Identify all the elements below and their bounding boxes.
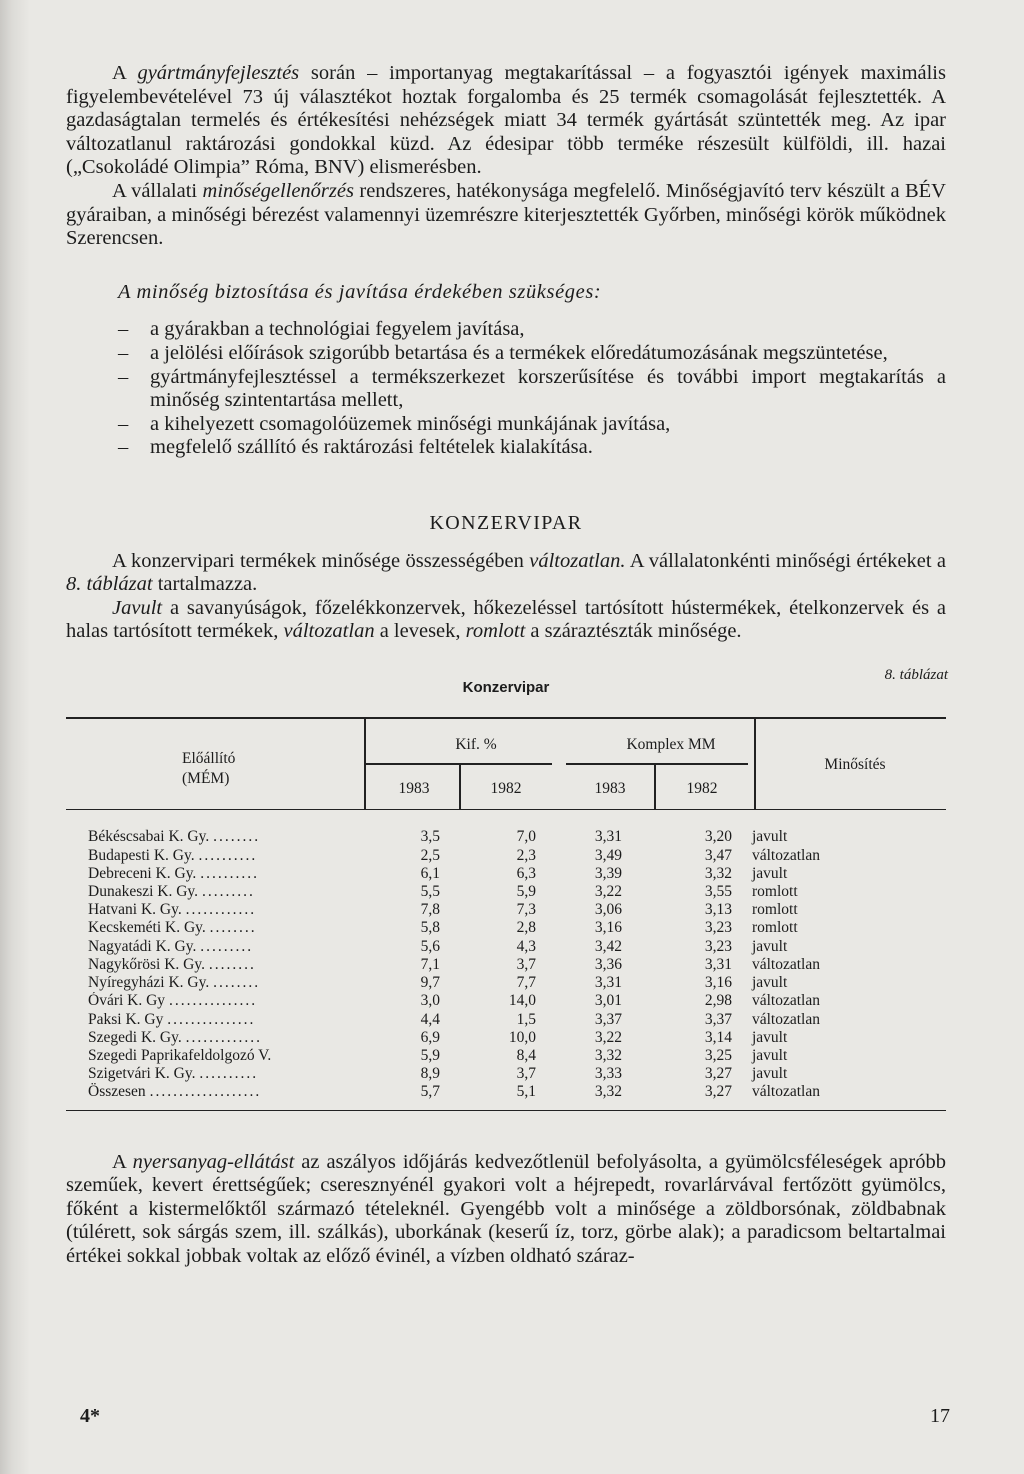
emphasis: minőségellenőrzés <box>202 179 354 202</box>
cell-m82: 3,47 <box>704 846 732 864</box>
cell-q: javult <box>752 828 788 846</box>
text: A <box>112 1150 133 1173</box>
cell-producer <box>66 938 348 956</box>
leader-dots: ......... <box>201 883 255 901</box>
header-year-1983: 1983 <box>594 780 626 798</box>
producer-name: Békéscsabai K. Gy. <box>88 828 210 846</box>
leader-dots: .......... <box>199 1065 259 1083</box>
cell-producer <box>66 883 348 901</box>
emphasis: romlott <box>465 620 526 643</box>
divider <box>566 763 748 765</box>
cell-k82: 5,1 <box>516 1083 536 1101</box>
cell-spacer <box>732 901 752 919</box>
cell-producer <box>66 1065 348 1083</box>
cell-k82: 2,8 <box>516 919 536 937</box>
table-block <box>66 662 946 1111</box>
cell-m82: 3,13 <box>704 901 732 919</box>
cell-m83: 3,16 <box>594 919 622 937</box>
cell-spacer <box>732 992 752 1010</box>
page-spine-shadow <box>0 0 30 1474</box>
cell-q: változatlan <box>752 1010 820 1028</box>
header-producer-label: Előállító <box>182 750 236 768</box>
emphasis: változatlan. <box>529 549 626 572</box>
leader-dots: .......... <box>198 846 258 864</box>
cell-spacer <box>732 828 752 846</box>
text: A konzervipari termékek minősége összességében <box>112 549 530 572</box>
producer-name: Hatvani K. Gy. <box>88 901 182 919</box>
cell-q: romlott <box>752 883 798 901</box>
cell-k83: 7,8 <box>420 901 440 919</box>
list-item: – gyártmányfejlesztéssel a termékszerkezet korszerűsítése és további import megtakarítás a minőség szintentartása mellett, <box>66 366 946 413</box>
paragraph-canning-overview <box>66 550 946 597</box>
leader-dots: ........ <box>209 919 257 937</box>
cell-m82: 3,37 <box>704 1010 732 1028</box>
cell-k83: 5,9 <box>420 1046 440 1064</box>
header-komplex: Komplex MM <box>626 736 716 754</box>
requirements-list <box>66 318 946 460</box>
header-rating: Minősítés <box>824 756 886 774</box>
cell-k82: 7,0 <box>516 828 536 846</box>
cell-producer <box>66 901 348 919</box>
text: a savanyúságok, főzelékkonzervek, hőkezeléssel tartósított hústermékek, ételkonzervek és a halas tartósított termékek, <box>66 596 946 643</box>
cell-m83: 3,22 <box>594 1028 622 1046</box>
producer-name: Szegedi Paprikafeldolgozó V. <box>88 1046 272 1064</box>
cell-m82: 3,14 <box>704 1028 732 1046</box>
cell-k82: 7,7 <box>516 974 536 992</box>
leader-dots: ............... <box>168 992 258 1010</box>
leader-dots: ............ <box>185 901 257 919</box>
cell-k83: 5,5 <box>420 883 440 901</box>
cell-k83: 3,5 <box>420 828 440 846</box>
table-title: Konzervipar <box>462 678 550 696</box>
leader-dots: ......... <box>200 937 254 955</box>
cell-q: romlott <box>752 919 798 937</box>
text: A vállalatonkénti minőségi értékeket a <box>625 549 946 572</box>
cell-producer <box>66 919 348 937</box>
cell-spacer <box>732 974 752 992</box>
cell-k82: 3,7 <box>516 955 536 973</box>
table-bottom-rule <box>66 1102 946 1111</box>
table-row <box>66 847 946 865</box>
header-year-1983: 1983 <box>398 780 430 798</box>
leader-dots: ........ <box>213 828 261 846</box>
cell-m83: 3,06 <box>594 901 622 919</box>
producer-name: Óvári K. Gy <box>88 992 166 1010</box>
cell-q: változatlan <box>752 992 820 1010</box>
cell-k82: 8,4 <box>516 1046 536 1064</box>
producer-name: Dunakeszi K. Gy. <box>88 883 199 901</box>
cell-spacer <box>732 956 752 974</box>
text: során – importanyag megtakarítással – a fogyasztói igények maximális figyelembevételével 73 új választékot hoztak forgalomba és 25 termék csomagolását fejlesztették. A gazdaságtalan termelés és értékesítési nehézségek miatt 34 termék gyártását szüntették meg. Az ipar változatlanul raktározási gondokkal küzd. Az édesipar több terméke részesült külföldi, ill. hazai („Csokoládé Olimpia” Róma, BNV) elismerésben. <box>66 62 946 179</box>
text: A <box>112 62 138 84</box>
header-kif: Kif. % <box>455 736 497 754</box>
cell-m82: 3,27 <box>704 1083 732 1101</box>
cell-q: javult <box>752 864 788 882</box>
cell-k82: 14,0 <box>508 992 536 1010</box>
producer-name: Szigetvári K. Gy. <box>88 1065 196 1083</box>
chapter-heading: KONZERVIPAR <box>429 511 583 534</box>
cell-m82: 3,32 <box>704 864 732 882</box>
emphasis: gyártmányfejlesztés <box>137 62 300 84</box>
cell-k83: 6,1 <box>420 864 440 882</box>
cell-m82: 3,16 <box>704 974 732 992</box>
producer-name: Nagykőrösi K. Gy. <box>88 955 205 973</box>
table-row <box>66 901 946 919</box>
table-row <box>66 992 946 1010</box>
leader-dots: ............. <box>185 1028 262 1046</box>
cell-producer <box>66 1083 348 1101</box>
text: A vállalati <box>112 179 203 202</box>
cell-k82: 3,7 <box>516 1065 536 1083</box>
cell-m83: 3,49 <box>594 846 622 864</box>
document-page <box>66 62 946 1268</box>
emphasis: változatlan <box>283 620 375 643</box>
cell-m83: 3,37 <box>594 1010 622 1028</box>
cell-k83: 7,1 <box>420 955 440 973</box>
cell-spacer <box>732 865 752 883</box>
signature-mark: 4* <box>80 1405 100 1427</box>
cell-spacer <box>732 1065 752 1083</box>
table-header <box>66 717 946 810</box>
cell-k82: 2,3 <box>516 846 536 864</box>
text: tartalmazza. <box>152 573 258 596</box>
cell-m83: 3,32 <box>594 1083 622 1101</box>
table-row <box>66 1065 946 1083</box>
table-row <box>66 1047 946 1065</box>
table-reference: 8. táblázat <box>884 666 948 683</box>
text: a levesek, <box>374 620 466 643</box>
table-row <box>66 828 946 846</box>
producer-name: Budapesti K. Gy. <box>88 846 195 864</box>
list-item: – a gyárakban a technológiai fegyelem javítása, <box>66 318 946 342</box>
cell-producer <box>66 1047 348 1065</box>
producer-name: Kecskeméti K. Gy. <box>88 919 206 937</box>
cell-m83: 3,31 <box>594 828 622 846</box>
cell-q: javult <box>752 937 788 955</box>
cell-spacer <box>732 1083 752 1101</box>
list-item: – a jelölési előírások szigorúbb betartása és a termékek előredátumozásának megszüntetése, <box>66 342 946 366</box>
cell-m83: 3,22 <box>594 883 622 901</box>
cell-q: javult <box>752 1046 788 1064</box>
leader-dots: .......... <box>200 864 259 882</box>
cell-m83: 3,32 <box>594 1046 622 1064</box>
cell-m82: 3,55 <box>704 883 732 901</box>
table-row <box>66 919 946 937</box>
page-number: 17 <box>930 1405 950 1427</box>
table-row <box>66 1011 946 1029</box>
cell-q: javult <box>752 1028 788 1046</box>
cell-k83: 4,4 <box>420 1010 440 1028</box>
cell-spacer <box>732 1047 752 1065</box>
cell-k83: 5,8 <box>420 919 440 937</box>
producer-name: Paksi K. Gy <box>88 1010 164 1028</box>
cell-k82: 10,0 <box>508 1028 536 1046</box>
leader-dots: ............... <box>167 1010 256 1028</box>
cell-spacer <box>732 938 752 956</box>
cell-producer <box>66 956 348 974</box>
cell-producer <box>66 974 348 992</box>
divider <box>654 765 656 809</box>
emphasis: Javult <box>112 596 163 619</box>
cell-spacer <box>732 883 752 901</box>
cell-m83: 3,31 <box>594 974 622 992</box>
list-item: – a kihelyezett csomagolóüzemek minőségi munkájának javítása, <box>66 413 946 437</box>
cell-k82: 1,5 <box>516 1010 536 1028</box>
cell-producer <box>66 1029 348 1047</box>
producer-name: Debreceni K. Gy. <box>88 864 197 882</box>
table-row <box>66 1083 946 1101</box>
emphasis: nyersanyag-ellátást <box>132 1150 295 1173</box>
cell-spacer <box>732 919 752 937</box>
cell-k83: 2,5 <box>420 846 440 864</box>
cell-m82: 3,27 <box>704 1065 732 1083</box>
paragraph-product-development <box>66 62 946 180</box>
paragraph-canning-detail <box>66 597 946 644</box>
cell-k83: 6,9 <box>420 1028 440 1046</box>
cell-producer <box>66 992 348 1010</box>
cell-producer <box>66 1011 348 1029</box>
cell-k83: 8,9 <box>420 1065 440 1083</box>
cell-k82: 5,9 <box>516 883 536 901</box>
table-row <box>66 883 946 901</box>
cell-k83: 5,6 <box>420 937 440 955</box>
cell-m82: 3,31 <box>704 955 732 973</box>
data-table <box>66 828 946 1101</box>
table-row <box>66 938 946 956</box>
header-year-1982: 1982 <box>490 780 522 798</box>
cell-m83: 3,39 <box>594 864 622 882</box>
cell-m82: 3,23 <box>704 937 732 955</box>
cell-m82: 3,20 <box>704 828 732 846</box>
table-row <box>66 1029 946 1047</box>
cell-k83: 5,7 <box>420 1083 440 1101</box>
text: rendszeres, hatékonysága megfelelő. Minőségjavító terv készült a BÉV gyáraiban, a minőségi bérezést valamennyi üzemrészre kiterjesztették Győrben, minőségi körök működnek Szerencsen. <box>66 179 946 250</box>
divider <box>754 719 756 809</box>
table-row <box>66 865 946 883</box>
paragraph-quality-control <box>66 180 946 251</box>
cell-spacer <box>732 847 752 865</box>
cell-k83: 9,7 <box>420 974 440 992</box>
emphasis: 8. táblázat <box>66 573 153 596</box>
cell-q: változatlan <box>752 846 820 864</box>
cell-producer <box>66 865 348 883</box>
cell-m83: 3,33 <box>594 1065 622 1083</box>
cell-m82: 3,25 <box>704 1046 732 1064</box>
producer-name: Nyíregyházi K. Gy. <box>88 974 210 992</box>
producer-name: Nagyatádi K. Gy. <box>88 937 197 955</box>
leader-dots: ................... <box>149 1083 262 1101</box>
table-row <box>66 974 946 992</box>
text: az aszályos időjárás kedvezőtlenül befolyásolta, a gyümölcsféleségek apróbb szeműek, kevert érettségűek; cseresznyénél gyakori volt a héjrepedt, rovarlárvával fertőzött gyümölcs, főként a kistermelőktől származó tételeknél. Gyengébb volt a minősége a zöldborsónak, zöldbabnak (túlérett, sok sárgás szem, ill. szálkás), uborkának (keserű íz, torz, görbe alak); a paradicsom beltartalmai értékei sokkal jobbak voltak az előző évinél, a vízben oldható száraz- <box>66 1150 946 1267</box>
cell-m83: 3,36 <box>594 955 622 973</box>
divider <box>459 765 461 809</box>
cell-spacer <box>732 1011 752 1029</box>
header-year-1982: 1982 <box>686 780 718 798</box>
header-producer-sub: (MÉM) <box>182 770 230 788</box>
cell-k82: 7,3 <box>516 901 536 919</box>
text: a száraztészták minősége. <box>525 620 742 643</box>
cell-k83: 3,0 <box>420 992 440 1010</box>
cell-m83: 3,01 <box>594 992 622 1010</box>
table-row <box>66 956 946 974</box>
leader-dots: ........ <box>208 955 256 973</box>
header-producer <box>182 749 342 789</box>
cell-producer <box>66 847 348 865</box>
cell-q: romlott <box>752 901 798 919</box>
producer-name: Szegedi K. Gy. <box>88 1028 182 1046</box>
leader-dots: ........ <box>213 974 261 992</box>
cell-k82: 6,3 <box>516 864 536 882</box>
list-item: – megfelelő szállító és raktározási feltételek kialakítása. <box>66 436 946 460</box>
cell-q: változatlan <box>752 955 820 973</box>
cell-k82: 4,3 <box>516 937 536 955</box>
cell-q: javult <box>752 974 788 992</box>
cell-producer <box>66 828 348 846</box>
cell-m82: 2,98 <box>704 992 732 1010</box>
cell-m83: 3,42 <box>594 937 622 955</box>
cell-q: változatlan <box>752 1083 820 1101</box>
paragraph-raw-materials <box>66 1151 946 1269</box>
cell-m82: 3,23 <box>704 919 732 937</box>
section-heading-quality: A minőség biztosítása és javítása érdekében szükséges: <box>118 280 602 303</box>
cell-spacer <box>732 1029 752 1047</box>
cell-q: javult <box>752 1065 788 1083</box>
producer-name: Összesen <box>88 1083 146 1101</box>
